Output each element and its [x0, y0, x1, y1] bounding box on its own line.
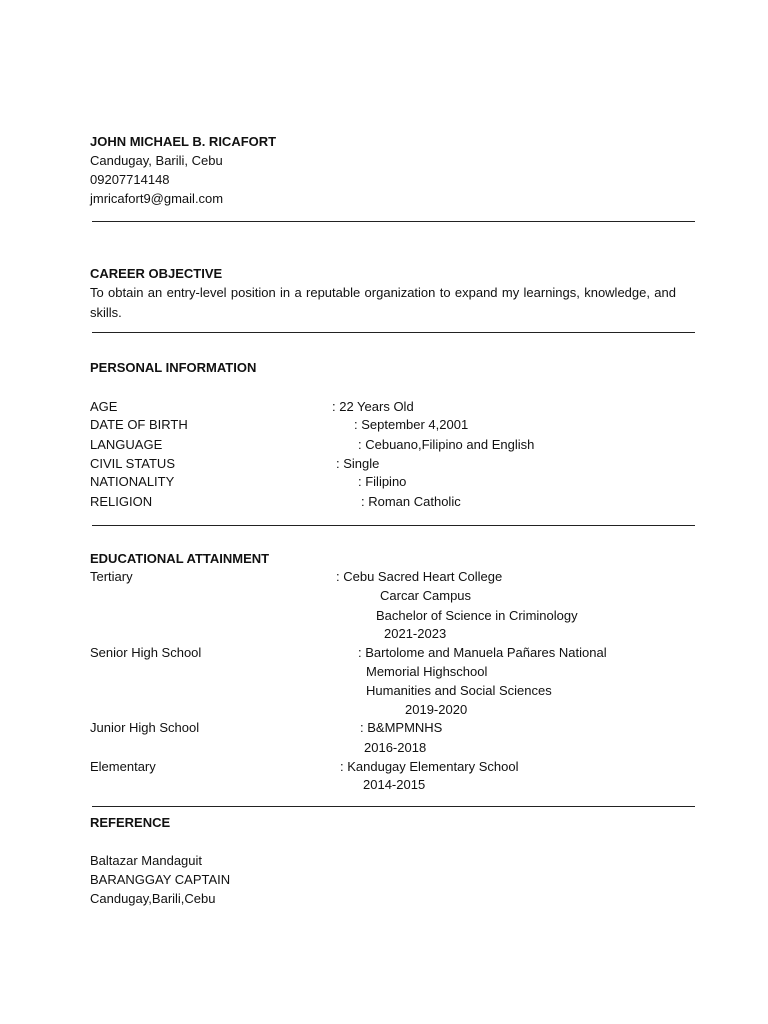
senior-high-label: Senior High School: [90, 645, 202, 660]
civil-status-value: : Single: [336, 456, 380, 471]
applicant-address: Candugay, Barili, Cebu: [90, 153, 223, 168]
senior-high-school-continued: Memorial Highschool: [366, 664, 488, 679]
age-label: AGE: [90, 399, 118, 414]
elementary-label: Elementary: [90, 759, 156, 774]
junior-high-label: Junior High School: [90, 720, 200, 735]
elementary-school: : Kandugay Elementary School: [340, 759, 519, 774]
civil-status-label: CIVIL STATUS: [90, 456, 175, 471]
educational-attainment-heading: EDUCATIONAL ATTAINMENT: [90, 551, 270, 566]
applicant-phone: 09207714148: [90, 172, 170, 187]
nationality-label: NATIONALITY: [90, 474, 175, 489]
nationality-value: : Filipino: [358, 474, 407, 489]
tertiary-course: Bachelor of Science in Criminology: [376, 608, 578, 623]
reference-name: Baltazar Mandaguit: [90, 853, 203, 868]
reference-position: BARANGGAY CAPTAIN: [90, 872, 231, 887]
elementary-years: 2014-2015: [363, 777, 426, 792]
section-divider: [92, 806, 695, 807]
senior-high-strand: Humanities and Social Sciences: [366, 683, 552, 698]
religion-value: : Roman Catholic: [361, 494, 461, 509]
section-divider: [92, 221, 695, 222]
career-objective-heading: CAREER OBJECTIVE: [90, 266, 223, 281]
tertiary-campus: Carcar Campus: [380, 588, 472, 603]
date-of-birth-value: : September 4,2001: [354, 417, 469, 432]
section-divider: [92, 525, 695, 526]
career-objective-text: To obtain an entry-level position in a reputable organization to expand my learnings, knowledge, and skills.: [90, 285, 676, 320]
age-value: : 22 Years Old: [332, 399, 414, 414]
senior-high-school: : Bartolome and Manuela Pañares National: [358, 645, 607, 660]
personal-information-heading: PERSONAL INFORMATION: [90, 360, 257, 375]
section-divider: [92, 332, 695, 333]
tertiary-school: : Cebu Sacred Heart College: [336, 569, 503, 584]
junior-high-school: : B&MPMNHS: [360, 720, 443, 735]
applicant-email: jmricafort9@gmail.com: [90, 191, 224, 206]
tertiary-years: 2021-2023: [384, 626, 447, 641]
tertiary-label: Tertiary: [90, 569, 133, 584]
applicant-name: JOHN MICHAEL B. RICAFORT: [90, 134, 277, 149]
senior-high-years: 2019-2020: [405, 702, 468, 717]
reference-heading: REFERENCE: [90, 815, 171, 830]
reference-address: Candugay,Barili,Cebu: [90, 891, 216, 906]
religion-label: RELIGION: [90, 494, 153, 509]
language-label: LANGUAGE: [90, 437, 163, 452]
date-of-birth-label: DATE OF BIRTH: [90, 417, 188, 432]
junior-high-years: 2016-2018: [364, 740, 427, 755]
language-value: : Cebuano,Filipino and English: [358, 437, 535, 452]
